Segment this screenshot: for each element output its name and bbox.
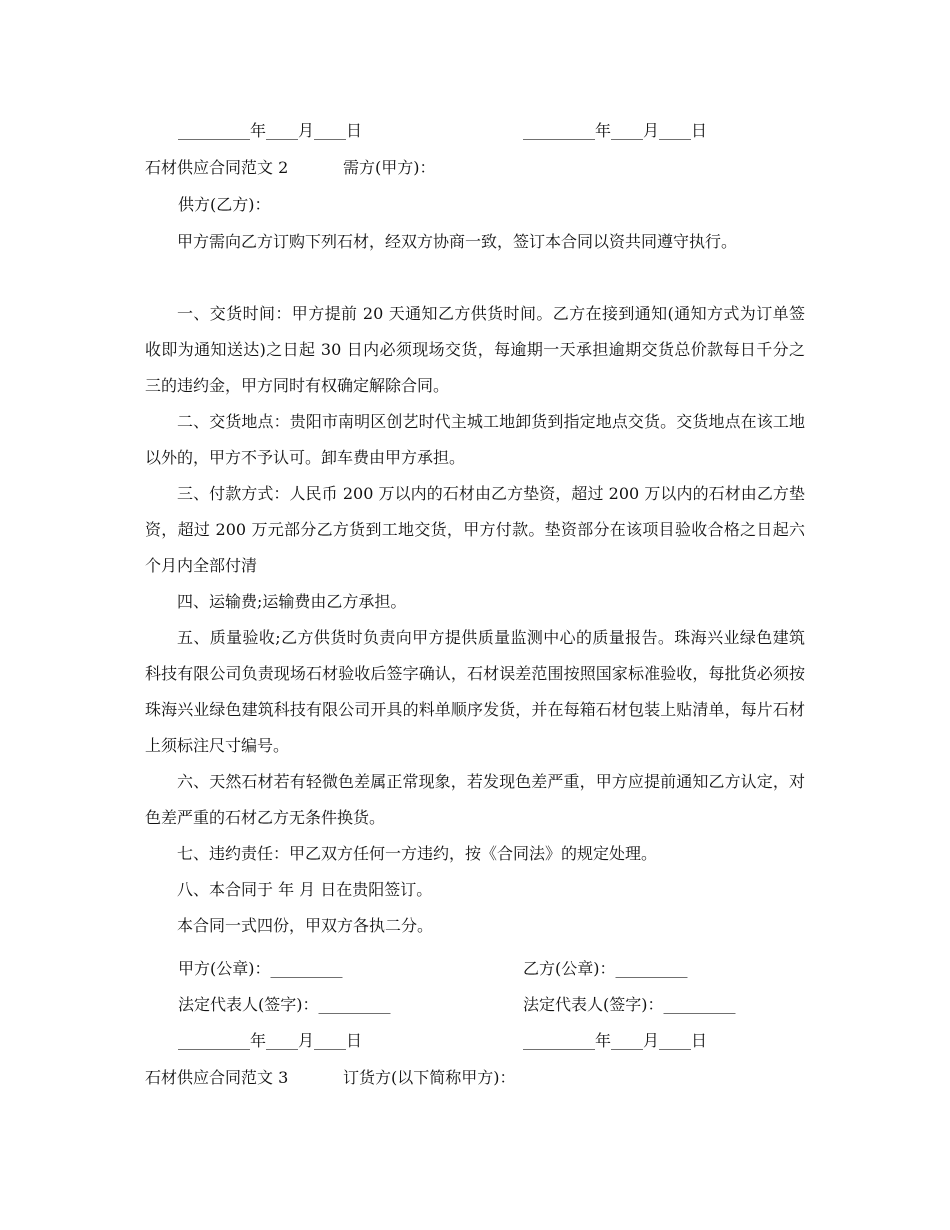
party-a-seal: 甲方(公章)：_________ bbox=[178, 959, 343, 978]
clause-4-transport: 四、运输费;运输费由乙方承担。 bbox=[177, 592, 407, 611]
party-b-seal: 乙方(公章)：_________ bbox=[523, 959, 688, 978]
clause-1-delivery-time: 一、交货时间：甲方提前 20 天通知乙方供货时间。乙方在接到通知(通知方式为订单签收即为通知送达)之日起 30 日内必须现场交货，每逾期一天承担逾期交货总价款每日千分之三的违约金，甲方同时有权确定解除合同。 bbox=[145, 304, 805, 395]
orderer-label: 订货方(以下简称甲方)： bbox=[343, 1068, 516, 1087]
clause-6-color: 六、天然石材若有轻微色差属正常现象，若发现色差严重，甲方应提前通知乙方认定，对色差严重的石材乙方无条件换货。 bbox=[145, 772, 805, 827]
section-2-heading: 石材供应合同范文 2 bbox=[145, 158, 289, 177]
party-b-representative: 法定代表人(签字)：_________ bbox=[523, 995, 736, 1014]
buyer-label: 需方(甲方)： bbox=[343, 158, 436, 177]
party-a-representative: 法定代表人(签字)：_________ bbox=[178, 995, 391, 1014]
clause-8-signing: 八、本合同于 年 月 日在贵阳签订。 bbox=[177, 880, 433, 899]
clause-5-quality: 五、质量验收;乙方供货时负责向甲方提供质量监测中心的质量报告。珠海兴业绿色建筑科技有限公司负责现场石材验收后签字确认，石材误差范围按照国家标准验收，每批货必须按珠海兴业绿色建筑科技有限公司开具的料单顺序发货，并在每箱石材包装上贴清单，每片石材上须标注尺寸编号。 bbox=[145, 628, 805, 755]
intro-paragraph: 甲方需向乙方订购下列石材，经双方协商一致，签订本合同以资共同遵守执行。 bbox=[177, 232, 738, 251]
date-line-right-2: _________年____月____日 bbox=[523, 1031, 708, 1050]
clause-2-delivery-place: 二、交货地点：贵阳市南明区创艺时代主城工地卸货到指定地点交货。交货地点在该工地以外的，甲方不予认可。卸车费由甲方承担。 bbox=[145, 412, 805, 467]
date-line-left: _________年____月____日 bbox=[178, 121, 363, 140]
clause-7-liability: 七、违约责任：甲乙双方任何一方违约，按《合同法》的规定处理。 bbox=[177, 844, 658, 863]
supplier-label: 供方(乙方)： bbox=[178, 195, 271, 214]
date-line-left-2: _________年____月____日 bbox=[178, 1031, 363, 1050]
date-line-right: _________年____月____日 bbox=[523, 121, 708, 140]
clause-3-payment: 三、付款方式：人民币 200 万以内的石材由乙方垫资，超过 200 万以内的石材由乙方垫资，超过 200 万元部分乙方货到工地交货，甲方付款。垫资部分在该项目验收合格之日起六个月内全部付清 bbox=[145, 484, 805, 575]
section-3-heading: 石材供应合同范文 3 bbox=[145, 1068, 289, 1087]
copies-paragraph: 本合同一式四份，甲双方各执二分。 bbox=[177, 916, 434, 935]
